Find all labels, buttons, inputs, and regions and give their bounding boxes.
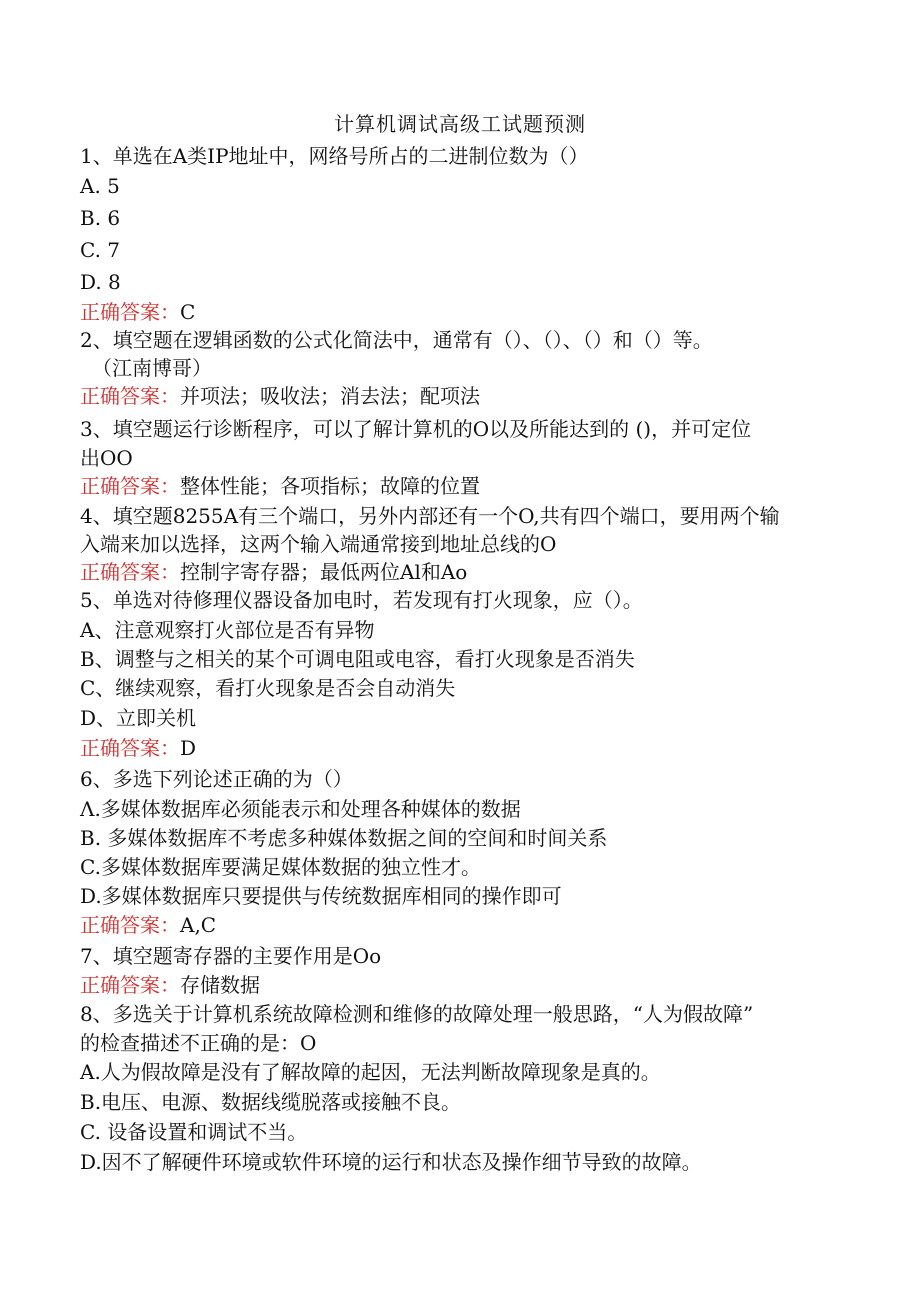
question-4-answer xyxy=(80,558,840,586)
question-4-stem-line-2: 入端来加以选择，这两个输入端通常接到地址总线的O xyxy=(80,532,557,556)
answer-label: 正确答案： xyxy=(80,560,180,584)
answer-label: 正确答案： xyxy=(80,384,180,408)
question-4-stem-line-1: 4、填空题8255A有三个端口，另外内部还有一个O,共有四个端口，要用两个输 xyxy=(80,504,780,528)
question-8-option-d: D.因不了解硬件环境或软件环境的运行和状态及操作细节导致的故障。 xyxy=(80,1150,702,1174)
answer-label: 正确答案： xyxy=(80,736,180,760)
answer-value: D xyxy=(180,736,197,760)
question-5-option-d: D、立即关机 xyxy=(80,706,197,730)
answer-value: 整体性能；各项指标；故障的位置 xyxy=(180,474,480,498)
question-6-answer xyxy=(80,911,840,939)
question-2-answer xyxy=(80,382,840,410)
question-3-answer xyxy=(80,472,840,500)
answer-value: C xyxy=(180,300,196,324)
question-6-option-a: Λ.多媒体数据库必须能表示和处理各种媒体的数据 xyxy=(80,797,521,821)
question-1-stem: 1、单选在A类IP地址中，网络号所占的二进制位数为（） xyxy=(80,144,589,168)
question-8-option-a: A.人为假故障是没有了解故障的起因，无法判断故障现象是真的。 xyxy=(80,1060,661,1084)
question-7-stem: 7、填空题寄存器的主要作用是Oo xyxy=(80,944,382,968)
answer-label: 正确答案： xyxy=(80,973,180,997)
answer-label: 正确答案： xyxy=(80,913,180,937)
answer-value: 控制字寄存器；最低两位Al和Ao xyxy=(180,560,468,584)
answer-label: 正确答案： xyxy=(80,474,180,498)
question-3-stem-line-2: 出OO xyxy=(80,446,133,470)
question-6-option-c: C.多媒体数据库要满足媒体数据的独立性才。 xyxy=(80,855,481,879)
answer-value: A,C xyxy=(180,913,217,937)
question-8-stem-line-1: 8、多选关于计算机系统故障检测和维修的故障处理一般思路，“人为假故障” xyxy=(80,1002,754,1026)
question-6-stem: 6、多选下列论述正确的为（） xyxy=(80,767,353,791)
question-5-stem: 5、单选对待修理仪器设备加电时，若发现有打火现象，应（）。 xyxy=(80,588,643,612)
question-5-option-c: C、继续观察，看打火现象是否会自动消失 xyxy=(80,676,456,700)
question-1-option-d: D. 8 xyxy=(80,270,121,294)
question-1-answer xyxy=(80,298,840,326)
question-5-option-b: B、调整与之相关的某个可调电阻或电容，看打火现象是否消失 xyxy=(80,647,635,671)
question-2-stem-line-1: 2、填空题在逻辑函数的公式化简法中，通常有（）、（）、（）和（）等。 xyxy=(80,328,713,352)
question-5-answer xyxy=(80,734,840,762)
question-8-option-c: C. 设备设置和调试不当。 xyxy=(80,1120,308,1144)
document-title: 计算机调试高级工试题预测 xyxy=(334,112,586,136)
question-3-stem-line-1: 3、填空题运行诊断程序，可以了解计算机的O以及所能达到的 ()，并可定位 xyxy=(80,417,752,441)
question-8-stem-line-2: 的检查描述不正确的是：O xyxy=(80,1031,317,1055)
answer-value: 并项法；吸收法；消去法；配项法 xyxy=(180,384,480,408)
question-6-option-d: D.多媒体数据库只要提供与传统数据库相同的操作即可 xyxy=(80,884,562,908)
question-7-answer xyxy=(80,971,840,999)
question-6-option-b: B. 多媒体数据库不考虑多种媒体数据之间的空间和时间关系 xyxy=(80,826,608,850)
question-1-option-b: B. 6 xyxy=(80,206,121,230)
answer-value: 存储数据 xyxy=(180,973,260,997)
question-2-stem-line-2: （江南博哥） xyxy=(92,356,212,380)
question-1-option-c: C. 7 xyxy=(80,238,121,262)
question-1-option-a: A. 5 xyxy=(80,174,120,198)
answer-label: 正确答案： xyxy=(80,300,180,324)
question-8-option-b: B.电压、电源、数据线缆脱落或接触不良。 xyxy=(80,1090,462,1114)
question-5-option-a: A、注意观察打火部位是否有异物 xyxy=(80,618,375,642)
